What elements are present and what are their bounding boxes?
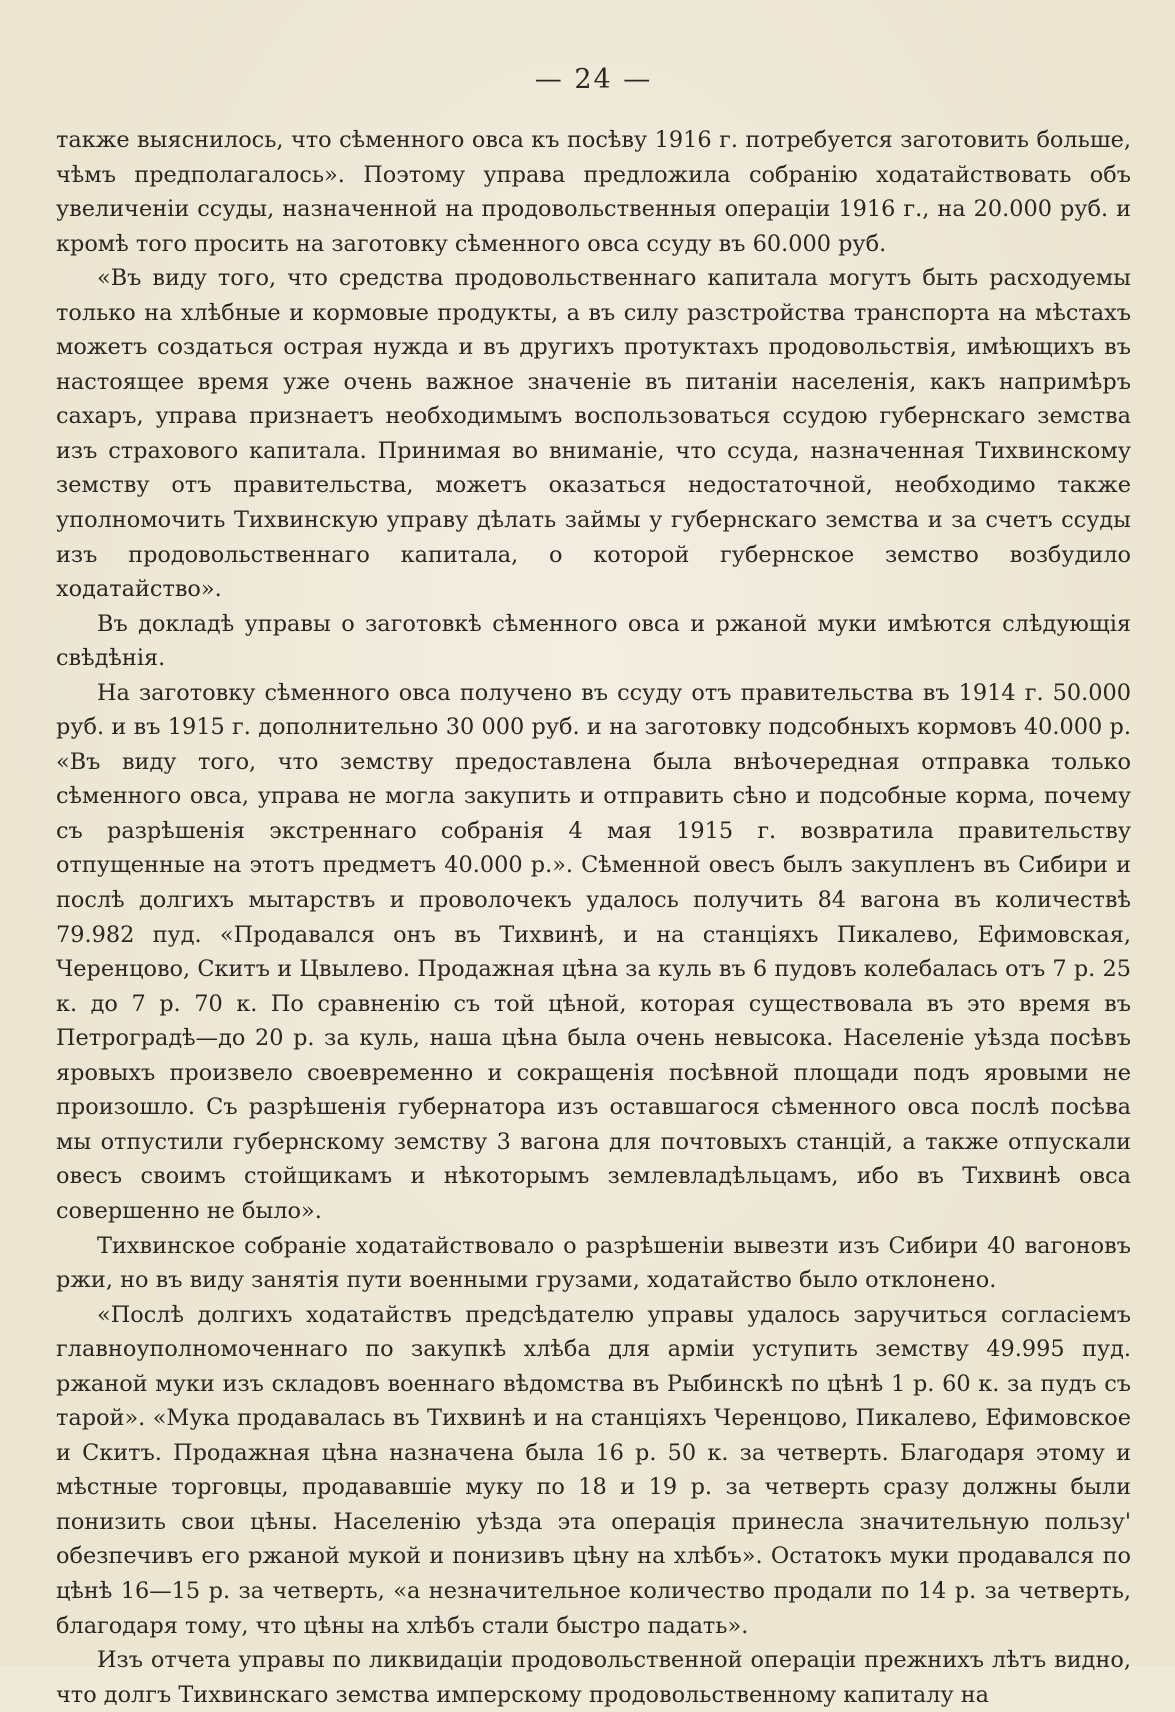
paragraph-7: Изъ отчета управы по ликвидаціи продовольственной операціи прежнихъ лѣтъ видно, что долгъ Тихвинскаго земства имперскому продовольственному капиталу на — [56, 1647, 1131, 1708]
paragraph-4: На заготовку сѣменного овса получено въ ссуду отъ правительства въ 1914 г. 50.000 руб. и въ 1915 г. дополнительно 30 000 руб. и на заготовку подсобныхъ кормовъ 40.000 р. «Въ виду того, что земству предоставлена была внѣочередная отправка только сѣменного овса, управа не могла закупить и отправить сѣно и подсобные корма, почему съ разрѣшенія экстреннаго собранія 4 мая 1915 г. возвратила правительству отпущенные на этотъ предметъ 40.000 р.». Сѣменной овесъ былъ закупленъ въ Сибири и послѣ долгихъ мытарствъ и проволочекъ удалось получить 84 вагона въ количествѣ 79.982 пуд. «Продавался онъ въ Тихвинѣ, и на станціяхъ Пикалево, Ефимовская, Черенцово, Скитъ и Цвылево. Продажная цѣна за куль въ 6 пудовъ колебалась отъ 7 р. 25 к. до 7 р. 70 к. По сравненію съ той цѣной, которая существовала въ это время въ Петроградѣ—до 20 р. за куль, наша цѣна была очень невысока. Населеніе уѣзда посѣвъ яровыхъ произвело своевременно и сокращенія посѣвной площади подъ яровыми не произошло. Съ разрѣшенія губернатора изъ оставшагося сѣменного овса послѣ посѣва мы отпустили губернскому земству 3 вагона для почтовыхъ станцій, а также отпускали овесъ своимъ стойщикамъ и нѣкоторымъ землевладѣльцамъ, ибо въ Тихвинѣ овса совершенно не было». — [56, 679, 1131, 1224]
body-text — [56, 123, 1131, 1712]
paragraph-6: «Послѣ долгихъ ходатайствъ предсѣдателю управы удалось заручиться согласіемъ главноуполномоченнаго по закупкѣ хлѣба для арміи уступить земству 49.995 пуд. ржаной муки изъ складовъ военнаго вѣдомства въ Рыбинскѣ по цѣнѣ 1 р. 60 к. за пудъ съ тарой». «Мука продавалась въ Тихвинѣ и на станціяхъ Черенцово, Пикалево, Ефимовское и Скитъ. Продажная цѣна назначена была 16 р. 50 к. за четверть. Благодаря этому и мѣстные торговцы, продававшіе муку по 18 и 19 р. за четверть сразу должны были понизить свои цѣны. Населенію уѣзда эта операція принесла значительную пользу' обезпечивъ его ржаной мукой и понизивъ цѣну на хлѣбъ». Остатокъ муки продавался по цѣнѣ 16—15 р. за четверть, «а незначительное количество продали по 14 р. за четверть, благодаря тому, что цѣны на хлѣбъ стали быстро падать». — [56, 1301, 1131, 1639]
paragraph-5: Тихвинское собраніе ходатайствовало о разрѣшеніи вывезти изъ Сибири 40 вагоновъ ржи, но въ виду занятія пути военными грузами, ходатайство было отклонено. — [56, 1232, 1131, 1294]
paragraph-1: также выяснилось, что сѣменного овса къ посѣву 1916 г. потребуется заготовить больше, чѣмъ предполагалось». Поэтому управа предложила собранію ходатайствовать объ увеличеніи ссуды, назначенной на продовольственныя операціи 1916 г., на 20.000 руб. и кромѣ того просить на заготовку сѣменного овса ссуду въ 60.000 руб. — [56, 127, 1131, 257]
paragraph-3: Въ докладѣ управы о заготовкѣ сѣменного овса и ржаной муки имѣются слѣдующія свѣдѣнія. — [56, 610, 1131, 672]
paragraph-2: «Въ виду того, что средства продовольственнаго капитала могутъ быть расходуемы только на хлѣбные и кормовые продукты, а въ силу разстройства транспорта на мѣстахъ можетъ создаться острая нужда и въ другихъ протуктахъ продовольствія, имѣющихъ въ настоящее время уже очень важное значеніе въ питаніи населенія, какъ напримѣръ сахаръ, управа признаетъ необходимымъ воспользоваться ссудою губернскаго земства изъ страхового капитала. Принимая во вниманіе, что ссуда, назначенная Тихвинскому земству отъ правительства, можетъ оказаться недостаточной, необходимо также уполномочить Тихвинскую управу дѣлать займы у губернскаго земства и за счетъ ссуды изъ продовольственнаго капитала, о которой губернское земство возбудило ходатайство». — [56, 265, 1131, 603]
page-number: — 24 — — [534, 64, 653, 95]
